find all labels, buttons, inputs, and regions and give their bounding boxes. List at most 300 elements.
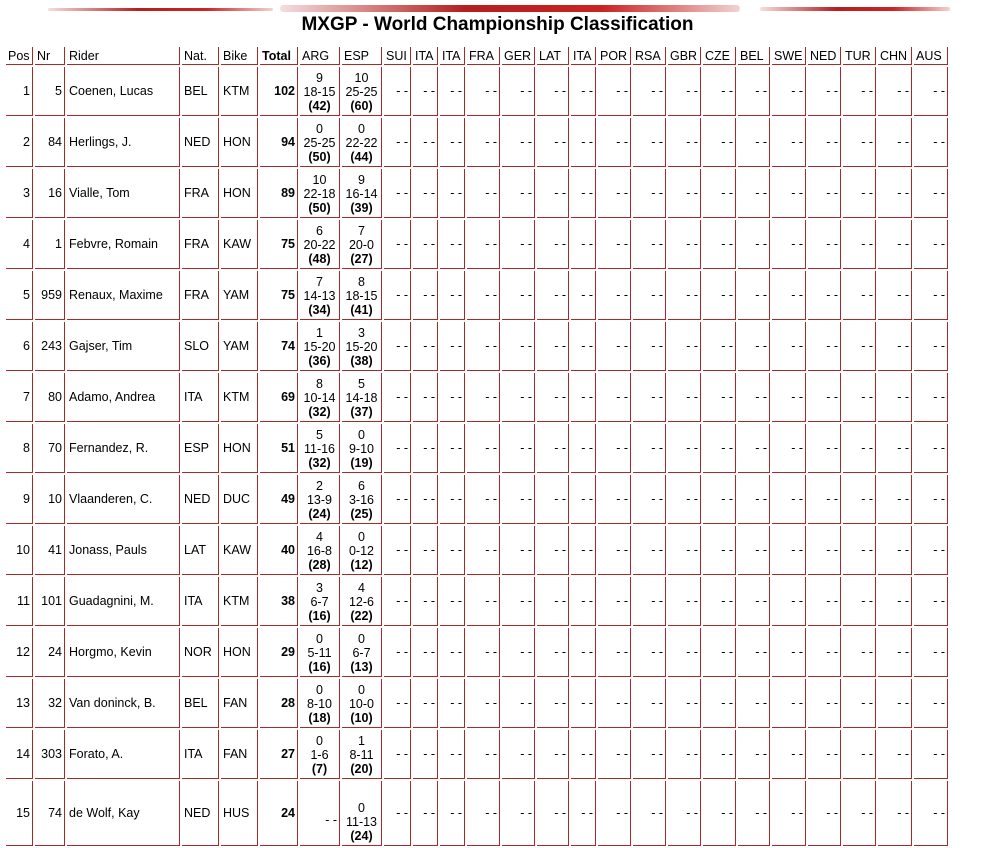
race-empty-cell: - - (440, 781, 465, 846)
race-arg-cell (300, 118, 340, 167)
race-empty-cell: - - (537, 730, 569, 779)
race-empty-cell: - - (384, 781, 411, 846)
race-esp-cell-heats: 11-13 (345, 815, 378, 829)
number-cell: 84 (35, 118, 65, 167)
race-empty-cell: - - (467, 628, 500, 677)
race-empty-cell: - - (772, 730, 806, 779)
race-empty-cell: - - (738, 730, 770, 779)
race-empty-cell: - - (808, 169, 841, 218)
race-empty-cell: - - (502, 679, 535, 728)
race-empty-cell: - - (413, 424, 438, 473)
race-empty-cell: - - (808, 526, 841, 575)
nation-cell: ITA (182, 373, 219, 422)
race-empty-cell: - - (440, 220, 465, 269)
race-empty-cell: - - (668, 577, 701, 626)
race-empty-cell: - - (571, 628, 596, 677)
race-empty-cell: - - (843, 322, 876, 371)
race-arg-cell-heats: 14-13 (303, 289, 336, 303)
race-empty-cell: - - (808, 628, 841, 677)
race-esp-cell-heats: 6-7 (352, 646, 371, 660)
race-empty-cell: - - (440, 67, 465, 116)
race-arg-cell-pos: 0 (316, 683, 323, 697)
race-empty-cell: - - (502, 781, 535, 846)
table-row (6, 373, 948, 422)
number-cell: 74 (35, 781, 65, 846)
race-arg-cell-pts: (32) (308, 456, 331, 470)
race-esp-cell-pts: (19) (350, 456, 373, 470)
race-esp-cell (342, 424, 382, 473)
race-empty-cell: - - (440, 118, 465, 167)
column-header: RSA (633, 47, 666, 65)
race-empty-cell: - - (440, 679, 465, 728)
race-arg-cell (300, 373, 340, 422)
race-empty-cell: - - (808, 577, 841, 626)
race-empty-cell: - - (878, 424, 912, 473)
pos-cell: 11 (6, 577, 33, 626)
race-empty-cell: - - (808, 67, 841, 116)
race-esp-cell-heats: 10-0 (348, 697, 375, 711)
total-cell: 27 (260, 730, 298, 779)
table-header-row (6, 47, 948, 65)
pos-cell: 13 (6, 679, 33, 728)
race-empty-cell: - - (440, 271, 465, 320)
race-empty-cell: - - (878, 577, 912, 626)
race-empty-cell: - - (571, 679, 596, 728)
race-empty-cell: - - (738, 322, 770, 371)
race-empty-cell: - - (384, 679, 411, 728)
rider-cell: Fernandez, R. (67, 424, 180, 473)
race-arg-cell-pos: 4 (316, 530, 323, 544)
race-empty-cell: - - (571, 322, 596, 371)
race-empty-cell: - - (440, 577, 465, 626)
race-empty-cell: - - (808, 322, 841, 371)
race-arg-cell-pos: 7 (316, 275, 323, 289)
race-arg-cell-pos: 6 (316, 224, 323, 238)
nation-cell: ITA (182, 577, 219, 626)
race-empty-cell: - - (738, 475, 770, 524)
rider-cell: Vlaanderen, C. (67, 475, 180, 524)
classification-table (4, 45, 950, 848)
race-empty-cell: - - (843, 424, 876, 473)
pos-cell: 8 (6, 424, 33, 473)
race-empty-cell: - - (843, 373, 876, 422)
race-esp-cell-pts: (37) (350, 405, 373, 419)
column-header: ARG (300, 47, 340, 65)
race-empty-cell: - - (598, 169, 631, 218)
nation-cell: LAT (182, 526, 219, 575)
race-empty-cell: - - (878, 628, 912, 677)
race-empty-cell: - - (738, 67, 770, 116)
race-empty-cell: - - (502, 220, 535, 269)
race-empty-cell: - - (413, 730, 438, 779)
race-arg-cell-pos: 0 (316, 734, 323, 748)
race-empty-cell: - - (808, 373, 841, 422)
pos-cell: 2 (6, 118, 33, 167)
table-row (6, 322, 948, 371)
race-empty-cell: - - (413, 781, 438, 846)
race-esp-cell-pts: (41) (350, 303, 373, 317)
nation-cell: SLO (182, 322, 219, 371)
race-empty-cell: - - (738, 679, 770, 728)
pos-cell: 3 (6, 169, 33, 218)
race-arg-cell-heats: 20-22 (303, 238, 336, 252)
pos-cell: 14 (6, 730, 33, 779)
race-arg-cell-pts: (18) (308, 711, 331, 725)
total-cell: 51 (260, 424, 298, 473)
race-empty-cell: - - (413, 373, 438, 422)
column-header: ITA (571, 47, 596, 65)
nation-cell: NED (182, 118, 219, 167)
race-empty-cell: - - (440, 526, 465, 575)
race-esp-cell-heats: 20-0 (348, 238, 375, 252)
race-empty-cell: - - (703, 781, 736, 846)
race-empty-cell: - - (571, 67, 596, 116)
race-esp-cell-heats: 18-15 (345, 289, 378, 303)
race-arg-cell-heats: 10-14 (303, 391, 336, 405)
race-esp-cell-heats: 22-22 (345, 136, 378, 150)
column-header: CZE (703, 47, 736, 65)
race-arg-cell-pts: (28) (308, 558, 331, 572)
race-arg-cell-pos: 1 (316, 326, 323, 340)
table-row (6, 781, 948, 846)
race-esp-cell-pos: 10 (354, 71, 369, 85)
bike-cell: KAW (221, 220, 258, 269)
rider-cell: Gajser, Tim (67, 322, 180, 371)
race-esp-cell-pos: 7 (358, 224, 365, 238)
race-arg-cell-heats: 8-10 (306, 697, 333, 711)
race-arg-cell-pos: 0 (316, 632, 323, 646)
column-header: Nat. (182, 47, 219, 65)
race-empty-cell: - - (843, 577, 876, 626)
race-arg-cell (300, 424, 340, 473)
page-title: MXGP - World Championship Classification (301, 14, 694, 35)
race-arg-cell-heats: 13-9 (306, 493, 333, 507)
race-esp-cell (342, 118, 382, 167)
bike-cell: HON (221, 118, 258, 167)
race-empty-cell: - - (703, 322, 736, 371)
bike-cell: HON (221, 424, 258, 473)
race-esp-cell-pos: 0 (358, 428, 365, 442)
race-empty-cell: - - (808, 220, 841, 269)
race-esp-cell (342, 271, 382, 320)
table-row (6, 220, 948, 269)
pos-cell: 12 (6, 628, 33, 677)
race-empty-cell: - - (571, 271, 596, 320)
race-empty-cell: - - (537, 475, 569, 524)
race-empty-cell: - - (703, 169, 736, 218)
race-empty-cell: - - (502, 169, 535, 218)
race-empty-cell: - - (633, 322, 666, 371)
bike-cell: YAM (221, 322, 258, 371)
race-empty-cell: - - (914, 781, 948, 846)
race-arg-cell (300, 475, 340, 524)
race-empty-cell: - - (467, 322, 500, 371)
race-empty-cell: - - (843, 118, 876, 167)
race-esp-cell-pos: 3 (358, 326, 365, 340)
race-esp-cell-pts: (39) (350, 201, 373, 215)
rider-cell: Jonass, Pauls (67, 526, 180, 575)
number-cell: 243 (35, 322, 65, 371)
race-empty-cell: - - (598, 220, 631, 269)
number-cell: 1 (35, 220, 65, 269)
race-empty-cell: - - (502, 475, 535, 524)
race-empty-cell: - - (808, 475, 841, 524)
race-empty-cell: - - (843, 679, 876, 728)
race-empty-cell: - - (843, 730, 876, 779)
total-cell: 75 (260, 271, 298, 320)
race-empty-cell: - - (413, 220, 438, 269)
race-esp-cell-pts: (20) (350, 762, 373, 776)
race-empty-cell: - - (843, 526, 876, 575)
race-arg-cell-heats: 1-6 (310, 748, 329, 762)
race-empty-cell: - - (738, 118, 770, 167)
race-empty-cell: - - (668, 628, 701, 677)
total-cell: 40 (260, 526, 298, 575)
race-empty-cell: - - (413, 526, 438, 575)
race-empty-cell: - - (598, 271, 631, 320)
race-empty-cell: - - (440, 169, 465, 218)
race-empty-cell: - - (440, 373, 465, 422)
race-empty-cell: - - (384, 424, 411, 473)
race-empty-cell: - - (384, 169, 411, 218)
race-empty-cell: - - (843, 628, 876, 677)
race-empty-cell: - - (598, 475, 631, 524)
race-arg-cell-pts: (48) (308, 252, 331, 266)
race-empty-cell: - - (384, 220, 411, 269)
column-header: GER (502, 47, 535, 65)
race-arg-cell-pts: (36) (308, 354, 331, 368)
race-empty-cell: - - (703, 373, 736, 422)
bike-cell: KTM (221, 373, 258, 422)
pos-cell: 6 (6, 322, 33, 371)
race-esp-cell (342, 781, 382, 846)
nation-cell: FRA (182, 271, 219, 320)
race-arg-cell-pts: (24) (308, 507, 331, 521)
race-arg-cell: - - (300, 781, 340, 846)
race-empty-cell: - - (914, 424, 948, 473)
race-esp-cell-pos: 5 (358, 377, 365, 391)
column-header: POR (598, 47, 631, 65)
race-empty-cell: - - (502, 628, 535, 677)
race-empty-cell: - - (384, 526, 411, 575)
race-arg-cell-pts: (42) (308, 99, 331, 113)
race-empty-cell: - - (633, 475, 666, 524)
race-empty-cell: - - (843, 220, 876, 269)
pos-cell: 9 (6, 475, 33, 524)
race-empty-cell: - - (843, 475, 876, 524)
total-cell: 74 (260, 322, 298, 371)
race-empty-cell: - - (703, 679, 736, 728)
race-empty-cell: - - (413, 322, 438, 371)
race-empty-cell: - - (914, 322, 948, 371)
race-empty-cell: - - (571, 781, 596, 846)
column-header: LAT (537, 47, 569, 65)
race-empty-cell: - - (703, 67, 736, 116)
race-esp-cell-heats: 12-6 (348, 595, 375, 609)
race-arg-cell-heats: 11-16 (303, 442, 336, 456)
race-esp-cell-pos: 8 (358, 275, 365, 289)
rider-cell: Forato, A. (67, 730, 180, 779)
table-row (6, 118, 948, 167)
rider-cell: Adamo, Andrea (67, 373, 180, 422)
race-empty-cell: - - (668, 220, 701, 269)
race-empty-cell: - - (808, 271, 841, 320)
race-empty-cell: - - (703, 730, 736, 779)
race-empty-cell: - - (738, 220, 770, 269)
race-empty-cell: - - (668, 169, 701, 218)
race-empty-cell: - - (384, 628, 411, 677)
table-row (6, 628, 948, 677)
table-body (6, 67, 948, 846)
column-header: ESP (342, 47, 382, 65)
rider-cell: Renaux, Maxime (67, 271, 180, 320)
race-empty-cell: - - (384, 730, 411, 779)
race-empty-cell: - - (598, 373, 631, 422)
race-esp-cell-pos: 0 (358, 530, 365, 544)
race-arg-cell-heats: 18-15 (303, 85, 336, 99)
nation-cell: ESP (182, 424, 219, 473)
race-empty-cell: - - (537, 118, 569, 167)
race-arg-cell (300, 730, 340, 779)
bike-cell: KTM (221, 67, 258, 116)
number-cell: 41 (35, 526, 65, 575)
race-esp-cell-pts: (27) (350, 252, 373, 266)
bike-cell: YAM (221, 271, 258, 320)
race-empty-cell: - - (772, 424, 806, 473)
race-empty-cell: - - (668, 730, 701, 779)
race-esp-cell-pos: 0 (358, 683, 365, 697)
column-header: ITA (413, 47, 438, 65)
race-empty-cell: - - (738, 271, 770, 320)
number-cell: 70 (35, 424, 65, 473)
race-arg-cell (300, 628, 340, 677)
race-esp-cell-pts: (24) (350, 829, 373, 843)
race-arg-cell (300, 577, 340, 626)
race-arg-cell-heats: 15-20 (303, 340, 336, 354)
race-empty-cell: - - (440, 475, 465, 524)
race-esp-cell (342, 679, 382, 728)
race-esp-cell (342, 577, 382, 626)
race-esp-cell-heats: 3-16 (348, 493, 375, 507)
race-empty-cell: - - (467, 526, 500, 575)
race-esp-cell-heats: 0-12 (348, 544, 375, 558)
total-cell: 89 (260, 169, 298, 218)
race-empty-cell: - - (633, 424, 666, 473)
race-empty-cell: - - (537, 424, 569, 473)
race-empty-cell: - - (914, 628, 948, 677)
race-empty-cell: - - (843, 781, 876, 846)
race-esp-cell-pos: 1 (358, 734, 365, 748)
bike-cell: KTM (221, 577, 258, 626)
race-empty-cell: - - (633, 628, 666, 677)
race-arg-cell-pts: (32) (308, 405, 331, 419)
race-empty-cell: - - (808, 730, 841, 779)
number-cell: 5 (35, 67, 65, 116)
race-arg-cell-pts: (34) (308, 303, 331, 317)
race-empty-cell: - - (703, 118, 736, 167)
column-header: ITA (440, 47, 465, 65)
number-cell: 24 (35, 628, 65, 677)
table-row (6, 526, 948, 575)
total-cell: 29 (260, 628, 298, 677)
race-empty-cell: - - (598, 577, 631, 626)
nation-cell: BEL (182, 679, 219, 728)
race-empty-cell: - - (467, 169, 500, 218)
nation-cell: ITA (182, 730, 219, 779)
race-esp-cell (342, 730, 382, 779)
nation-cell: NOR (182, 628, 219, 677)
race-empty-cell: - - (502, 118, 535, 167)
race-empty-cell: - - (738, 526, 770, 575)
race-arg-cell (300, 322, 340, 371)
race-esp-cell-pts: (22) (350, 609, 373, 623)
race-arg-cell-pos: 2 (316, 479, 323, 493)
column-header: Rider (67, 47, 180, 65)
table-row (6, 475, 948, 524)
race-esp-cell-pos: 4 (358, 581, 365, 595)
race-empty-cell: - - (633, 67, 666, 116)
race-empty-cell: - - (440, 424, 465, 473)
column-header: Pos (6, 47, 33, 65)
race-empty-cell: - - (914, 169, 948, 218)
race-empty-cell: - - (668, 526, 701, 575)
number-cell: 303 (35, 730, 65, 779)
race-empty-cell: - - (571, 475, 596, 524)
race-empty-cell: - - (502, 67, 535, 116)
pos-cell: 5 (6, 271, 33, 320)
bike-cell: KAW (221, 526, 258, 575)
race-empty-cell: - - (598, 67, 631, 116)
race-empty-cell: - - (668, 781, 701, 846)
rider-cell: Febvre, Romain (67, 220, 180, 269)
column-header: SUI (384, 47, 411, 65)
race-esp-cell-heats: 8-11 (349, 748, 374, 762)
table-row (6, 271, 948, 320)
race-empty-cell: - - (703, 424, 736, 473)
race-empty-cell: - - (703, 220, 736, 269)
race-empty-cell: - - (914, 220, 948, 269)
race-esp-cell-pts: (13) (350, 660, 373, 674)
bike-cell: HON (221, 169, 258, 218)
column-header: Total (260, 47, 298, 65)
race-empty-cell: - - (571, 220, 596, 269)
race-empty-cell: - - (467, 781, 500, 846)
race-empty-cell: - - (772, 220, 806, 269)
race-empty-cell: - - (878, 526, 912, 575)
race-esp-cell-heats: 25-25 (345, 85, 378, 99)
bike-cell: HUS (221, 781, 258, 846)
race-empty-cell: - - (878, 271, 912, 320)
race-empty-cell: - - (571, 577, 596, 626)
race-empty-cell: - - (413, 169, 438, 218)
race-empty-cell: - - (502, 271, 535, 320)
race-empty-cell: - - (633, 118, 666, 167)
race-empty-cell: - - (772, 577, 806, 626)
race-empty-cell: - - (772, 679, 806, 728)
rider-cell: Van doninck, B. (67, 679, 180, 728)
race-empty-cell: - - (537, 373, 569, 422)
race-empty-cell: - - (598, 781, 631, 846)
rider-cell: Herlings, J. (67, 118, 180, 167)
column-header: NED (808, 47, 841, 65)
column-header: BEL (738, 47, 770, 65)
race-empty-cell: - - (772, 118, 806, 167)
race-empty-cell: - - (878, 730, 912, 779)
race-empty-cell: - - (571, 526, 596, 575)
bike-cell: HON (221, 628, 258, 677)
race-empty-cell: - - (633, 169, 666, 218)
race-empty-cell: - - (843, 169, 876, 218)
